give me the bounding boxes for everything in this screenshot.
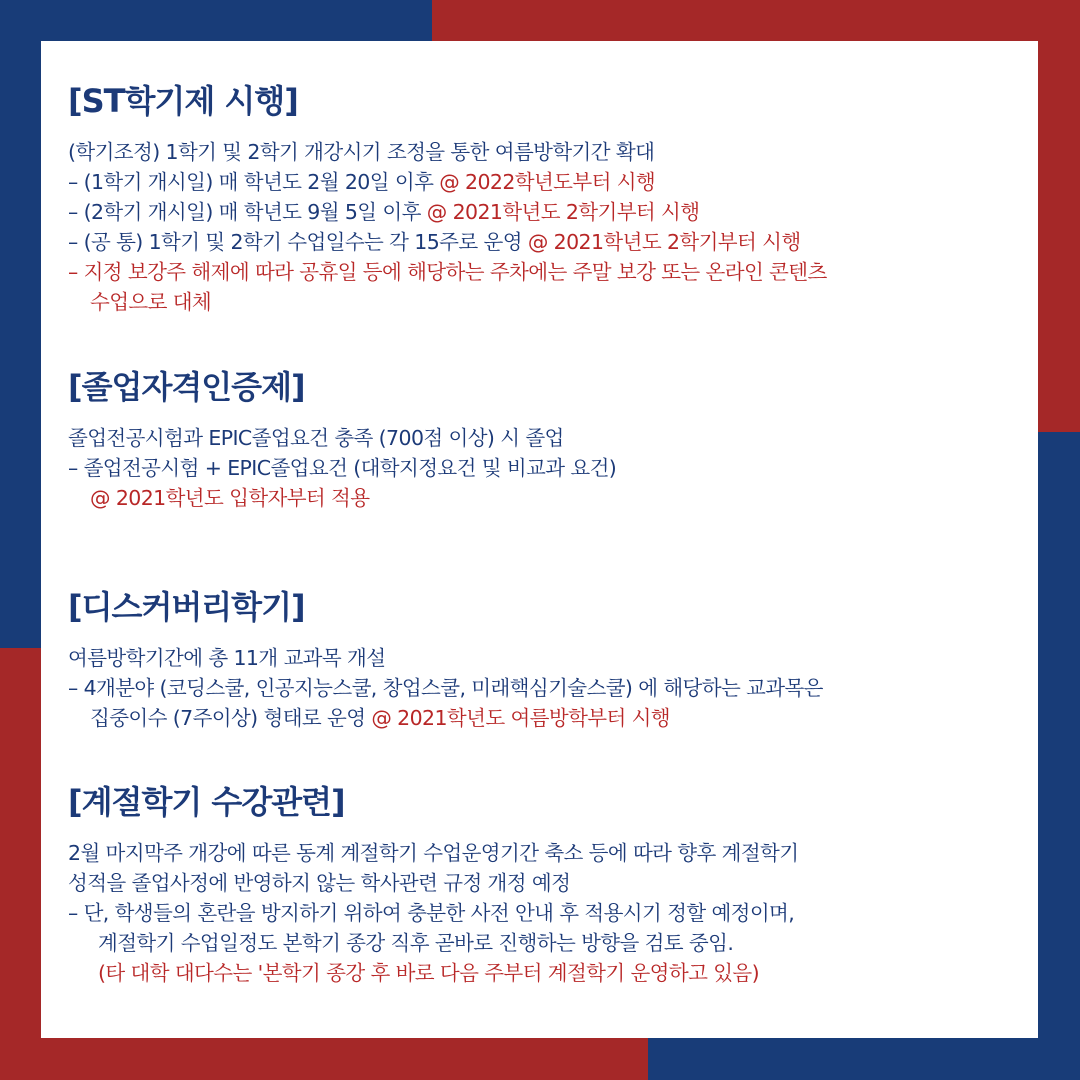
- text-line: 집중이수 (7주이상) 형태로 운영 @ 2021학년도 여름방학부터 시행: [90, 706, 670, 730]
- section-graduation-cert: [68, 368, 617, 513]
- text-line: 2월 마지막주 개강에 따른 동계 계절학기 수업운영기간 축소 등에 따라 향후 계절학기: [68, 841, 799, 865]
- text-line: – 단, 학생들의 혼란을 방지하기 위하여 충분한 사전 안내 후 적용시기 정할 예정이며,: [68, 901, 795, 925]
- text-line: 여름방학기간에 총 11개 교과목 개설: [68, 646, 386, 670]
- section-title: [ST학기제 시행]: [68, 82, 298, 120]
- text-line: 성적을 졸업사정에 반영하지 않는 학사관련 규정 개정 예정: [68, 871, 571, 895]
- text-line-highlight: 수업으로 대체: [90, 290, 212, 314]
- section-discovery-semester: [68, 588, 823, 733]
- section-seasonal-semester: [68, 783, 799, 988]
- text-line: (학기조정) 1학기 및 2학기 개강시기 조정을 통한 여름방학기간 확대: [68, 140, 655, 164]
- section-title: [졸업자격인증제]: [68, 368, 305, 406]
- text-line-highlight: (타 대학 대다수는 '본학기 종강 후 바로 다음 주부터 계절학기 운영하고 있음): [98, 961, 759, 985]
- text-line: 졸업전공시험과 EPIC졸업요건 충족 (700점 이상) 시 졸업: [68, 426, 564, 450]
- section-st-semester: [68, 82, 827, 317]
- text-line: – (공 통) 1학기 및 2학기 수업일수는 각 15주로 운영 @ 2021학년도 2학기부터 시행: [68, 230, 801, 254]
- section-title: [디스커버리학기]: [68, 588, 305, 626]
- text-line: – 졸업전공시험 + EPIC졸업요건 (대학지정요건 및 비교과 요건): [68, 456, 617, 480]
- text-line: – (1학기 개시일) 매 학년도 2월 20일 이후 @ 2022학년도부터 시행: [68, 170, 656, 194]
- section-title: [계절학기 수강관련]: [68, 783, 345, 821]
- text-line: – 4개분야 (코딩스쿨, 인공지능스쿨, 창업스쿨, 미래핵심기술스쿨) 에 해당하는 교과목은: [68, 676, 823, 700]
- text-line-highlight: @ 2021학년도 입학자부터 적용: [90, 486, 370, 510]
- text-line: – (2학기 개시일) 매 학년도 9월 5일 이후 @ 2021학년도 2학기부터 시행: [68, 200, 700, 224]
- text-line: 계절학기 수업일정도 본학기 종강 직후 곧바로 진행하는 방향을 검토 중임.: [98, 931, 734, 955]
- text-line-highlight: – 지정 보강주 해제에 따라 공휴일 등에 해당하는 주차에는 주말 보강 또는 온라인 콘텐츠: [68, 260, 827, 284]
- content-card: [41, 41, 1038, 1038]
